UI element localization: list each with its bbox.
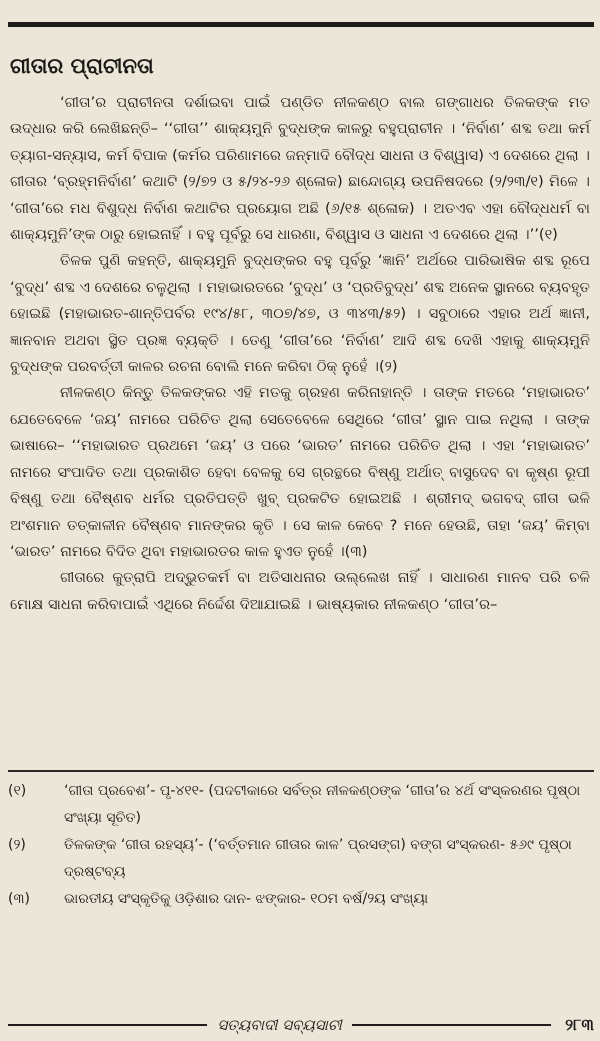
footer-book-title: ସତ୍ୟବାଦୀ ସବ୍ୟସାଚୀ (217, 1016, 342, 1034)
footnote-text: ତିଳକଙ୍କ ‘ଗୀତା ରହସ୍ୟ’- (‘ବର୍ତ୍ତମାନ ଗୀତାର କାଳ’ ପ୍ରସଙ୍ଗ) ବଙ୍ଗ ସଂସ୍କରଣ- ୫୬୯ ପୃଷ୍ଠା ଦ୍ରଷ୍ଟବ୍ୟ (64, 837, 572, 880)
footnote-rule (8, 770, 594, 772)
body-text (10, 90, 590, 618)
footnote-item (8, 778, 594, 832)
footnote-text: ‘ଗୀତା ପ୍ରବେଶ’- ପୃ-୪୧୧- (ପଦଟୀକାରେ ସର୍ବତ୍ର ନୀଳକଣ୍ଠଙ୍କ ‘ଗୀତା’ର ୪ର୍ଥ ସଂସ୍କରଣର ପୃଷ୍ଠା ସଂଖ୍ୟା ସୂଚିତ) (64, 783, 581, 826)
page-footer (8, 1014, 594, 1036)
paragraph: ‘ଗୀତା’ର ପ୍ରାଚୀନତା ଦର୍ଶାଇବା ପାଇଁ ପଣ୍ଡିତ ନୀଳକଣ୍ଠ ବାଲ ଗଙ୍ଗାଧର ତିଳକଙ୍କ ମତ ଉଦ୍ଧାର କରି ଲେଖିଛନ୍ତି– ‘‘ଗୀତା’’ ଶାକ୍ୟମୁନି ବୁଦ୍ଧଙ୍କ କାଳରୁ ବହୁପ୍ରାଚୀନ । ‘ନିର୍ବାଣ’ ଶବ୍ଦ ତଥା କର୍ମ ତ୍ୟାଗ-ସନ୍ୟାସ, କର୍ମ ବିପାକ (କର୍ମର ପରିଣାମରେ ଜନ୍ମାଦି ବୌଦ୍ଧ ସାଧନା ଓ ବିଶ୍ୱାସ) ଏ ଦେଶରେ ଥିଲା । ଗୀତାର ‘ବ୍ରହ୍ମନିର୍ବାଣ’ କଥାଟି (୨/୭୨ ଓ ୫/୨୪-୨୬ ଶ୍ଳୋକ) ଛାନ୍ଦୋଗ୍ୟ ଉପନିଷଦରେ (୨/୨୩/୧) ମିଳେ । ‘ଗୀତା’ରେ ମଧ ବିଶୁଦ୍ଧ ନିର୍ବାଣ କଥାଟିର ପ୍ରୟୋଗ ଅଛି (୬/୧୫ ଶ୍ଳୋକ) । ଅତଏବ ଏହା ବୌଦ୍ଧଧର୍ମ ବା ଶାକ୍ୟମୁନି’ଙ୍କ ଠାରୁ ହୋଇନାହିଁ । ବହୁ ପୂର୍ବରୁ ସେ ଧାରଣା, ବିଶ୍ୱାସ ଓ ସାଧନା ଏ ଦେଶରେ ଥିଲା ।’’(୧) (10, 94, 590, 244)
footnote-item (8, 832, 594, 886)
paragraph: ତିଳକ ପୁଣି କହନ୍ତି, ଶାକ୍ୟମୁନି ବୁଦ୍ଧଙ୍କର ବହୁ ପୂର୍ବରୁ ‘ଜ୍ଞାନି’ ଅର୍ଥରେ ପାରିଭାଷିକ ଶବ୍ଦ ରୂପେ ‘ବୁଦ୍ଧ’ ଶବ୍ଦ ଏ ଦେଶରେ ଚଳୁଥିଲା । ମହାଭାରତରେ ‘ବୁଦ୍ଧ’ ଓ ‘ପ୍ରତିବୁଦ୍ଧ’ ଶବ୍ଦ ଅନେକ ସ୍ଥାନରେ ବ୍ୟବହୃତ ହୋଇଛି (ମହାଭାରତ-ଶାନ୍ତିପର୍ବର ୧୯୪/୫୮, ୩୦୭/୪୭, ଓ ୩୪୩/୫୨) । ସବୁଠାରେ ଏହାର ଅର୍ଥ ଜ୍ଞାନୀ, ଜ୍ଞାନବାନ ଅଥବା ସ୍ଥିତ ପ୍ରଜ୍ଞ ବ୍ୟକ୍ତି । ତେଣୁ ‘ଗୀତା’ରେ ‘ନିର୍ବାଣ’ ଆଦି ଶବ୍ଦ ଦେଖି ଏହାକୁ ଶାକ୍ୟମୁନି ବୁଦ୍ଧଙ୍କ ପରବର୍ତ୍ତୀ କାଳର ରଚନା ବୋଲି ମନେ କରିବା ଠିକ୍ ନୁହେଁ ।(୨) (10, 252, 590, 376)
footnote-number: (୨) (8, 837, 26, 853)
footer-rule-right (352, 1024, 551, 1026)
paragraph: ଗୀତାରେ କୁତ୍ରାପି ଅଦ୍ଭୁତକର୍ମ ବା ଅତିସାଧନାର ଉଲ୍ଲେଖ ନାହିଁ । ସାଧାରଣ ମାନବ ପରି ଚଳି ମୋକ୍ଷ ସାଧନା କରିବାପାଇଁ ଏଥିରେ ନିର୍ଦ୍ଦେଶ ଦିଆଯାଇଛି । ଭାଷ୍ୟକାର ନୀଳକଣ୍ଠ ‘ଗୀତା’ର– (10, 569, 590, 613)
section-title: ଗୀତାର ପ୍ରାଚୀନତା (10, 54, 154, 78)
footnote-number: (୧) (8, 783, 27, 799)
paragraph: ନୀଳକଣ୍ଠ କିନ୍ତୁ ତିଳକଙ୍କର ଏହି ମତକୁ ଗ୍ରହଣ କରିନାହାନ୍ତି । ତାଙ୍କ ମତରେ ‘ମହାଭାରତ’ ଯେତେବେଳେ ‘ଜୟ’ ନାମରେ ପରିଚିତ ଥିଲା ସେତେବେଳେ ସେଥିରେ ‘ଗୀତା’ ସ୍ଥାନ ପାଇ ନଥିଲା । ତାଙ୍କ ଭାଷାରେ– ‘‘ମହାଭାରତ ପ୍ରଥମେ ‘ଜୟ’ ଓ ପରେ ‘ଭାରତ’ ନାମରେ ପରିଚିତ ଥିଲା । ଏହା ‘ମହାଭାରତ’ ନାମରେ ସଂପାଦିତ ତଥା ପ୍ରକାଶିତ ହେବା ବେଳକୁ ସେ ଗ୍ରନ୍ଥରେ ବିଷ୍ଣୁ ଅର୍ଥାତ୍ ବାସୁଦେବ ବା କୃଷ୍ଣ ରୂପୀ ବିଷ୍ଣୁ ତଥା ବୈଷ୍ଣବ ଧର୍ମର ପ୍ରତିପତ୍ତି ଖୁବ୍ ପ୍ରକଟିତ ହୋଇଅଛି । ଶ୍ରୀମଦ୍ ଭଗବଦ୍ ଗୀତା ଭଳି ଅଂଶମାନ ତତ୍‌କାଳୀନ ବୈଷ୍ଣବ ମାନଙ୍କର କୃତି । ସେ କାଳ କେବେ ? ମନେ ହେଉଛି, ତାହା ‘ଜୟ’ କିମ୍ବା ‘ଭାରତ’ ନାମରେ ବିଦିତ ଥିବା ମହାଭାରତର କାଳ ହୁଏତ ନୁହେଁ ।(୩) (10, 384, 590, 560)
footnote-item (8, 886, 594, 913)
top-rule (8, 22, 594, 27)
footer-rule-left (8, 1024, 207, 1026)
page-number: ୨୮୩ (565, 1015, 595, 1034)
footnote-number: (୩) (8, 891, 30, 907)
footnote-text: ଭାରତୀୟ ସଂସ୍କୃତିକୁ ଓଡ଼ିଶାର ଦାନ- ଝଙ୍କାର- ୧୦ମ ବର୍ଷ/୨ୟ ସଂଖ୍ୟା (64, 891, 429, 907)
footnotes (8, 778, 594, 913)
